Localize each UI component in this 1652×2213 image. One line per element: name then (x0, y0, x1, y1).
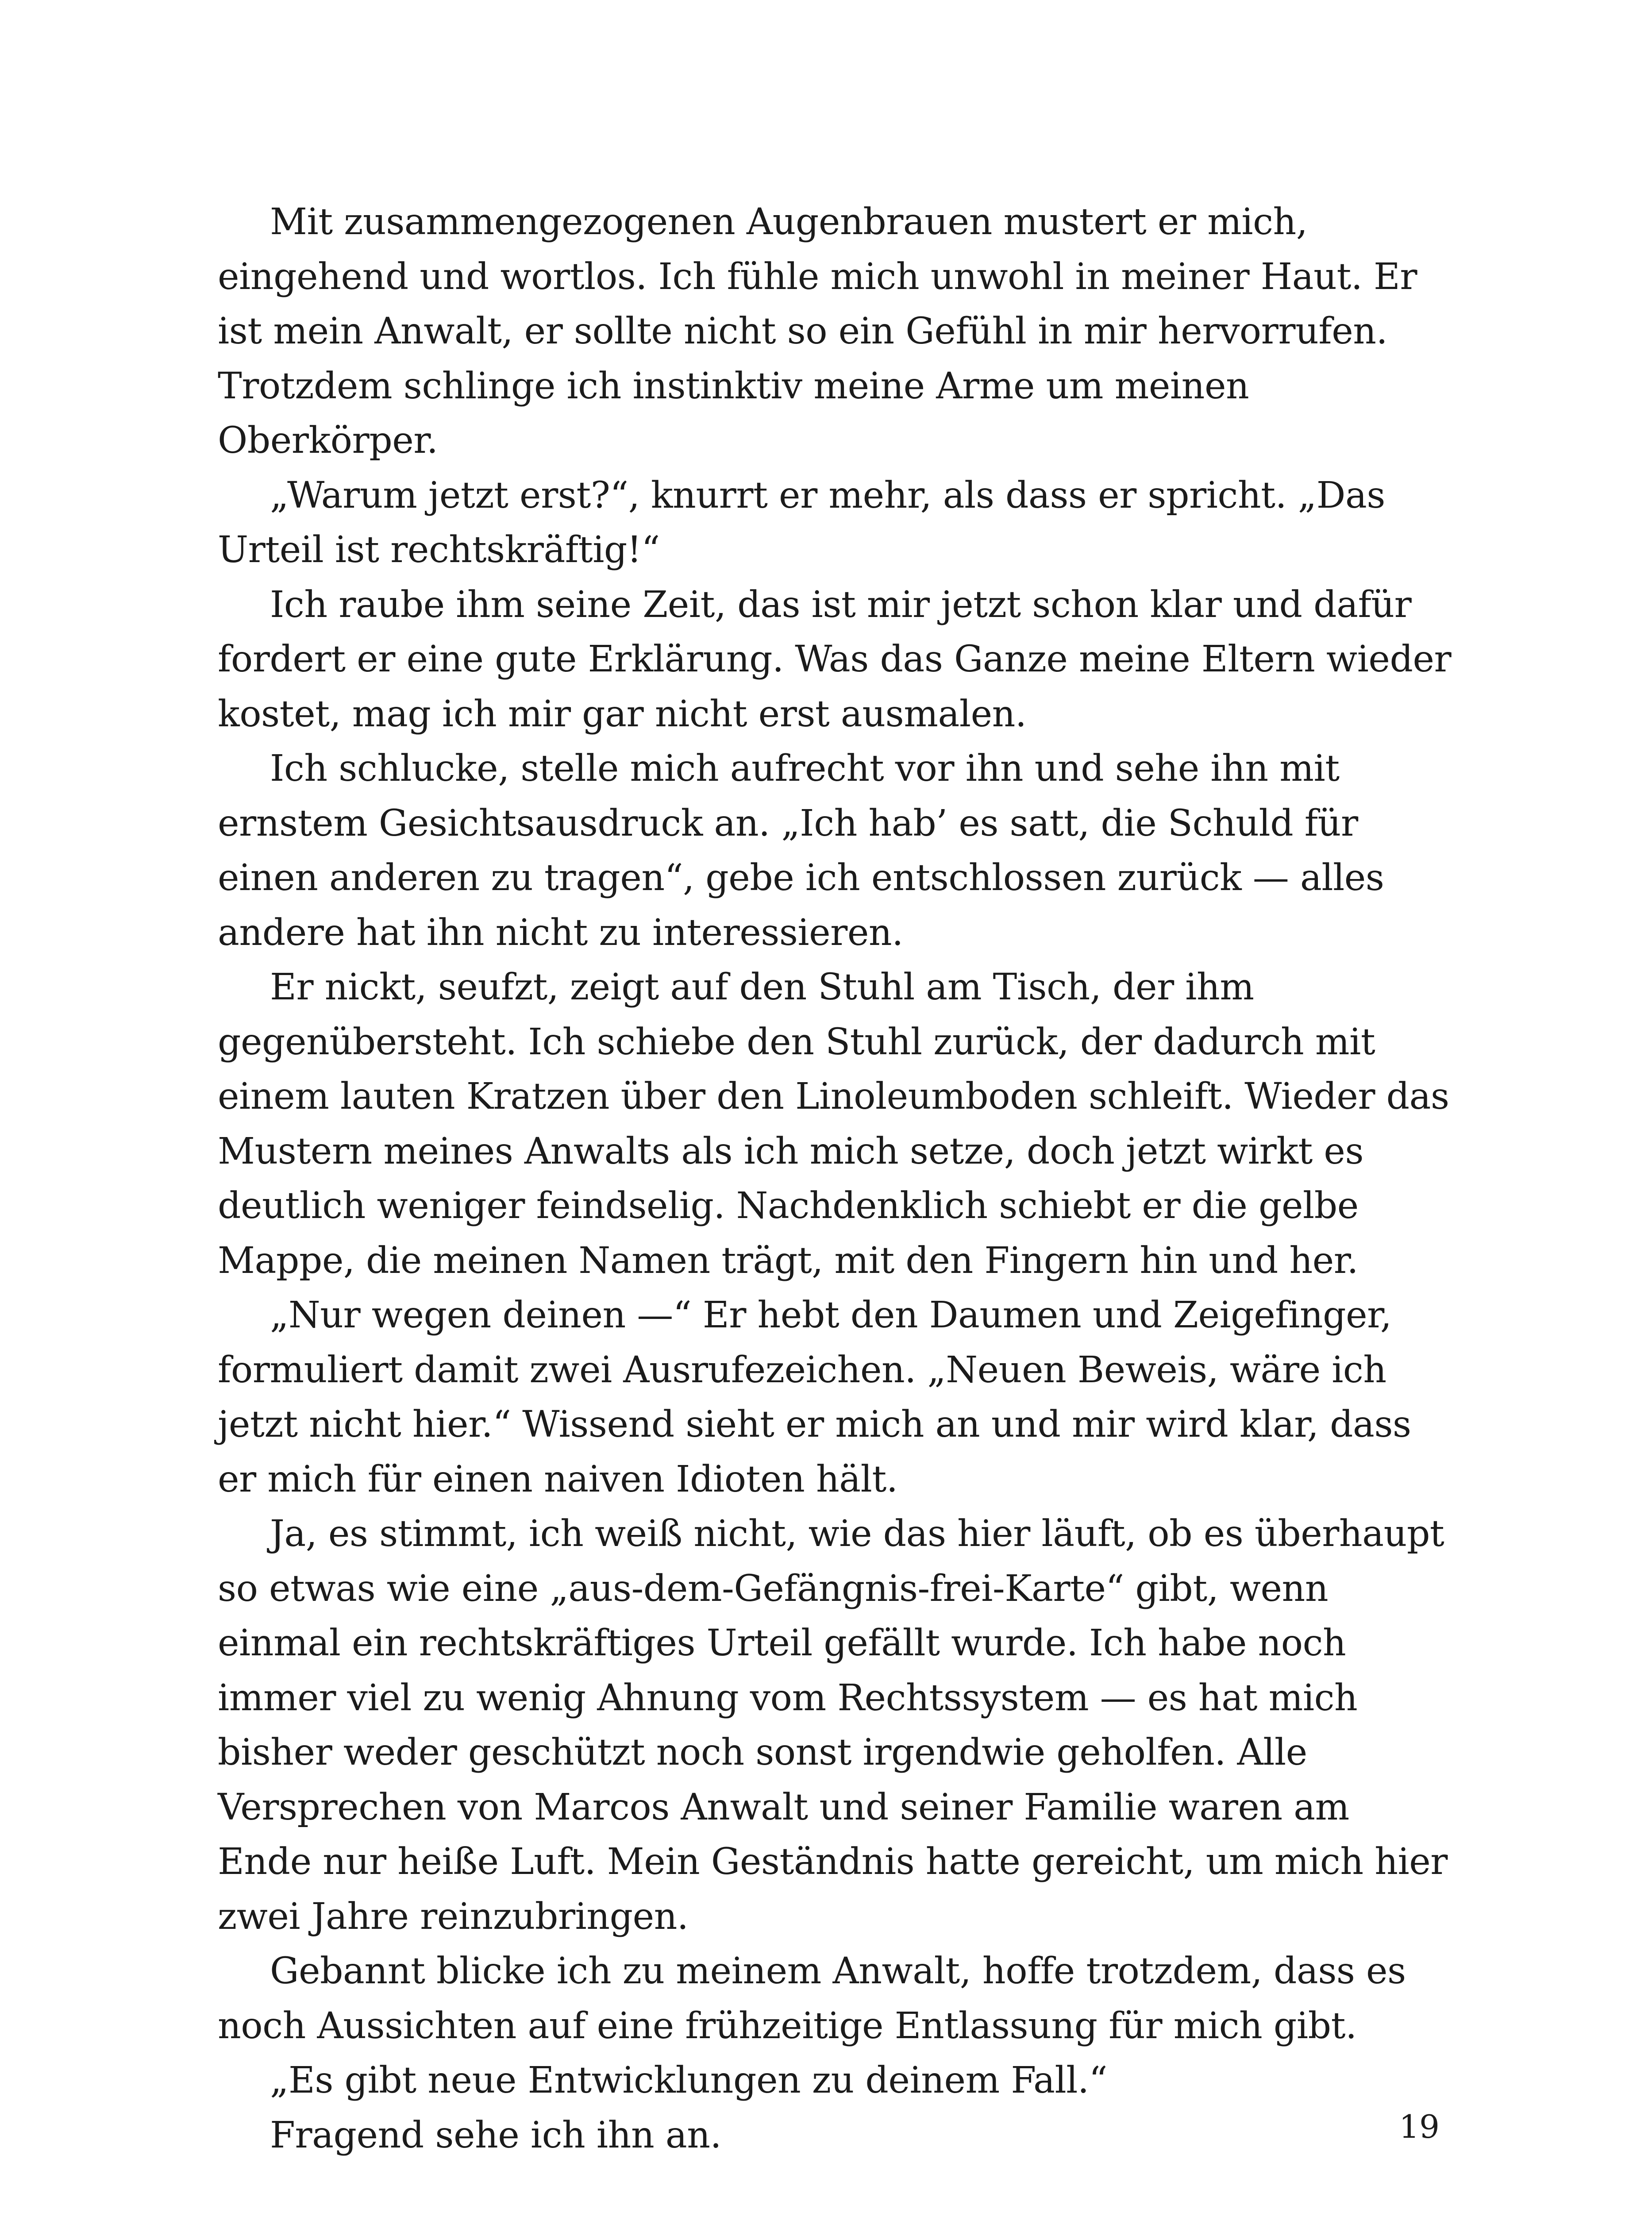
body-text (218, 195, 1452, 2163)
page-number: 19 (1399, 2108, 1440, 2145)
paragraph: Ich schlucke, stelle mich aufrecht vor ihn und sehe ihn mit ernstem Gesichtsausdruck an. „Ich hab’ es satt, die Schuld für einen anderen zu tragen“, gebe ich entschlossen zurück — alles andere hat ihn nicht zu interessieren. (218, 748, 1384, 954)
paragraph: „Nur wegen deinen —“ Er hebt den Daumen und Zeigefinger, formuliert damit zwei Ausrufezeichen. „Neuen Beweis, wäre ich jetzt nicht hier.“ Wissend sieht er mich an und mir wird klar, dass er mich für einen naiven Idioten hält. (218, 1294, 1411, 1500)
paragraph: „Es gibt neue Entwicklungen zu deinem Fall.“ (270, 2059, 1107, 2101)
paragraph: Mit zusammengezogenen Augenbrauen mustert er mich, eingehend und wortlos. Ich fühle mich unwohl in meiner Haut. Er ist mein Anwalt, er sollte nicht so ein Gefühl in mir hervorrufen. Trotzdem schlinge ich instinktiv meine Arme um meinen Oberkörper. (218, 201, 1417, 462)
paragraph: Ja, es stimmt, ich weiß nicht, wie das hier läuft, ob es überhaupt so etwas wie eine „aus-dem-Gefängnis-frei-Karte“ gibt, wenn einmal ein rechtskräftiges Urteil gefällt wurde. Ich habe noch immer viel zu wenig Ahnung vom Rechtssystem — es hat mich bisher weder geschützt noch sonst irgendwie geholfen. Alle Versprechen von Marcos Anwalt und seiner Familie waren am Ende nur heiße Luft. Mein Geständnis hatte gereicht, um mich hier zwei Jahre reinzubringen. (218, 1513, 1448, 1938)
paragraph: Ich raube ihm seine Zeit, das ist mir jetzt schon klar und dafür fordert er eine gute Erklärung. Was das Ganze meine Eltern wieder kostet, mag ich mir gar nicht erst ausmalen. (218, 583, 1452, 735)
paragraph: Er nickt, seufzt, zeigt auf den Stuhl am Tisch, der ihm gegenübersteht. Ich schiebe den Stuhl zurück, der dadurch mit einem lauten Kratzen über den Linoleumboden schleift. Wieder das Mustern meines Anwalts als ich mich setze, doch jetzt wirkt es deutlich weniger feindselig. Nachdenklich schiebt er die gelbe Mappe, die meinen Namen trägt, mit den Fingern hin und her. (218, 966, 1449, 1282)
paragraph: Fragend sehe ich ihn an. (270, 2114, 722, 2156)
paragraph: „Warum jetzt erst?“, knurrt er mehr, als dass er spricht. „Das Urteil ist rechtskräftig!“ (218, 474, 1385, 571)
paragraph: Gebannt blicke ich zu meinem Anwalt, hoffe trotzdem, dass es noch Aussichten auf eine frühzeitige Entlassung für mich gibt. (218, 1950, 1406, 2047)
